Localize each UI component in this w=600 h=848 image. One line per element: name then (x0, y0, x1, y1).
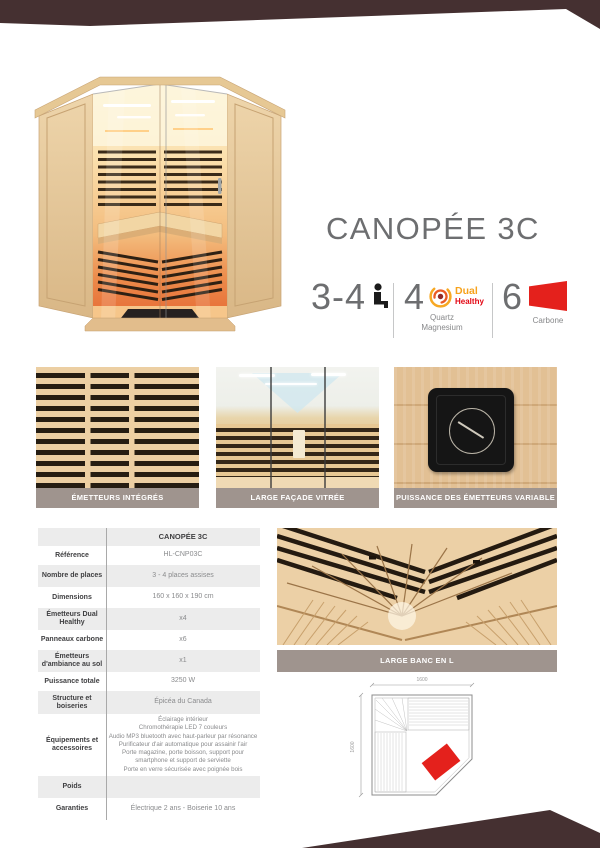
dual-emitters-value: 4 (404, 276, 426, 317)
dual-healthy-logo-icon (428, 284, 453, 309)
row-label: Émetteurs Dual Healthy (46, 611, 98, 626)
floor-plan-drawing (346, 674, 494, 826)
carbon-panel-icon (529, 281, 567, 311)
feature-caption: PUISSANCE DES ÉMETTEURS VARIABLE (394, 488, 557, 508)
page-title: CANOPÉE 3C (326, 211, 540, 246)
equipment-lines: Éclairage intérieur Chromothérapie LED 7 couleurs Audio MP3 bluetooth avec haut-parleur par résonance Purificateur d'air automatique pour assainir l'air Porte magazine, porte boisson, support pour smartphone et support de serviette Porte en verre sécurisée avec poignée bois (108, 716, 258, 773)
row-value: 3 - 4 places assises (152, 571, 214, 579)
capacity-value: 3-4 (311, 276, 367, 317)
ceiling-light (311, 373, 347, 376)
carbon-panels-value: 6 (502, 276, 524, 317)
badge-divider (492, 283, 493, 338)
brand-strip (293, 430, 304, 458)
row-label: Dimensions (52, 593, 92, 601)
carbone-label: Carbone (532, 316, 564, 325)
row-label: Nombre de places (41, 572, 103, 579)
sauna-product-photo (25, 60, 295, 345)
top-corner-decoration (0, 0, 600, 32)
ceiling-light (265, 383, 317, 385)
row-label: Poids (62, 783, 82, 790)
row-value: x1 (179, 656, 187, 664)
plan-depth-dimension: 1600 (350, 741, 356, 753)
dual-healthy-wordmark (455, 286, 484, 306)
row-label: Panneaux carbone (40, 636, 104, 643)
control-panel-photo (394, 367, 557, 488)
emitters-photo (36, 367, 199, 488)
glass-frame-line (270, 367, 272, 488)
row-value: x4 (179, 614, 187, 622)
feature-facade (216, 367, 379, 508)
row-value: 3250 W (170, 677, 196, 685)
ceiling-glow (252, 373, 343, 413)
row-label: Structure et boiseries (52, 694, 92, 710)
seated-person-icon (371, 283, 391, 313)
glass-frame-line (324, 367, 326, 488)
row-label: Émetteurs d'ambiance au sol (41, 653, 103, 668)
l-bench-photo (277, 528, 557, 645)
table-column-divider (106, 528, 107, 820)
row-label: Garanties (55, 805, 89, 812)
glass-facade-photo (216, 367, 379, 488)
plan-width-dimension: 1600 (416, 677, 428, 683)
row-value: x6 (179, 635, 187, 643)
row-value: Épicéa du Canada (154, 698, 212, 706)
feature-power (394, 367, 557, 508)
row-value: HL-CNP03C (163, 551, 203, 559)
dual-word: Dual (455, 285, 478, 297)
power-dial-panel (428, 388, 514, 472)
feature-caption: LARGE FAÇADE VITRÉE (216, 488, 379, 508)
row-label: Équipements et accessoires (45, 737, 99, 752)
table-header: CANOPÉE 3C (158, 531, 208, 541)
row-value: 160 x 160 x 190 cm (152, 593, 214, 601)
feature-caption: ÉMETTEURS INTÉGRÉS (36, 488, 199, 508)
row-label: Puissance totale (44, 677, 100, 685)
bench-caption: LARGE BANC EN L (277, 650, 557, 672)
bench-photo-block (277, 528, 557, 672)
healthy-word: Healthy (455, 296, 484, 306)
quartz-magnesium-label: Quartz Magnesium (421, 313, 463, 332)
row-label: Référence (55, 551, 89, 559)
feature-emitters (36, 367, 199, 508)
row-value: Électrique 2 ans - Boiserie 10 ans (130, 804, 236, 812)
badge-divider (393, 283, 394, 338)
floor-strip (216, 477, 379, 488)
spec-table (38, 528, 260, 820)
